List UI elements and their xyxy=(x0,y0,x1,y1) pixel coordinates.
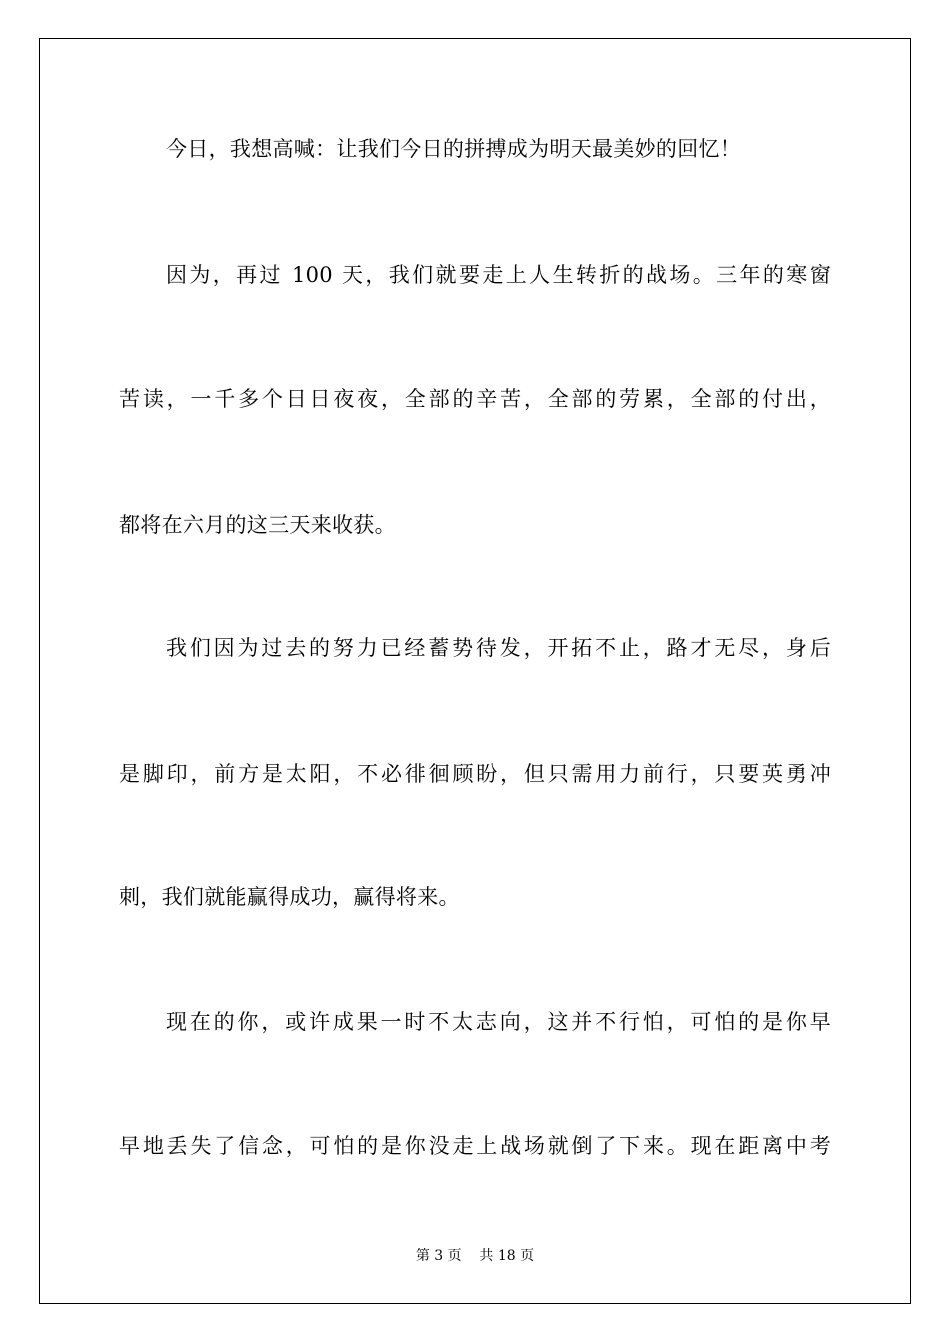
paragraph-line: 因为，再过 100 天，我们就要走上人生转折的战场。三年的寒窗 xyxy=(166,263,831,287)
paragraph-line: 早地丢失了信念，可怕的是你没走上战场就倒了下来。现在距离中考 xyxy=(119,1134,831,1158)
paragraph-line: 苦读，一千多个日日夜夜，全部的辛苦，全部的劳累，全部的付出， xyxy=(119,387,831,411)
page-number-footer: 第 3 页 共 18 页 xyxy=(415,1248,535,1264)
paragraph-line: 刺，我们就能赢得成功，赢得将来。 xyxy=(119,885,460,909)
paragraph-line: 现在的你，或许成果一时不太志向，这并不行怕，可怕的是你早 xyxy=(166,1010,831,1034)
paragraph-line: 今日，我想高喊：让我们今日的拼搏成为明天最美妙的回忆！ xyxy=(166,137,742,161)
paragraph-line: 是脚印，前方是太阳，不必徘徊顾盼，但只需用力前行，只要英勇冲 xyxy=(119,762,831,786)
paragraph-line: 我们因为过去的努力已经蓄势待发，开拓不止，路才无尽，身后 xyxy=(166,636,831,660)
page-border xyxy=(39,38,911,1304)
paragraph-line: 都将在六月的这三天来收获。 xyxy=(119,513,396,537)
